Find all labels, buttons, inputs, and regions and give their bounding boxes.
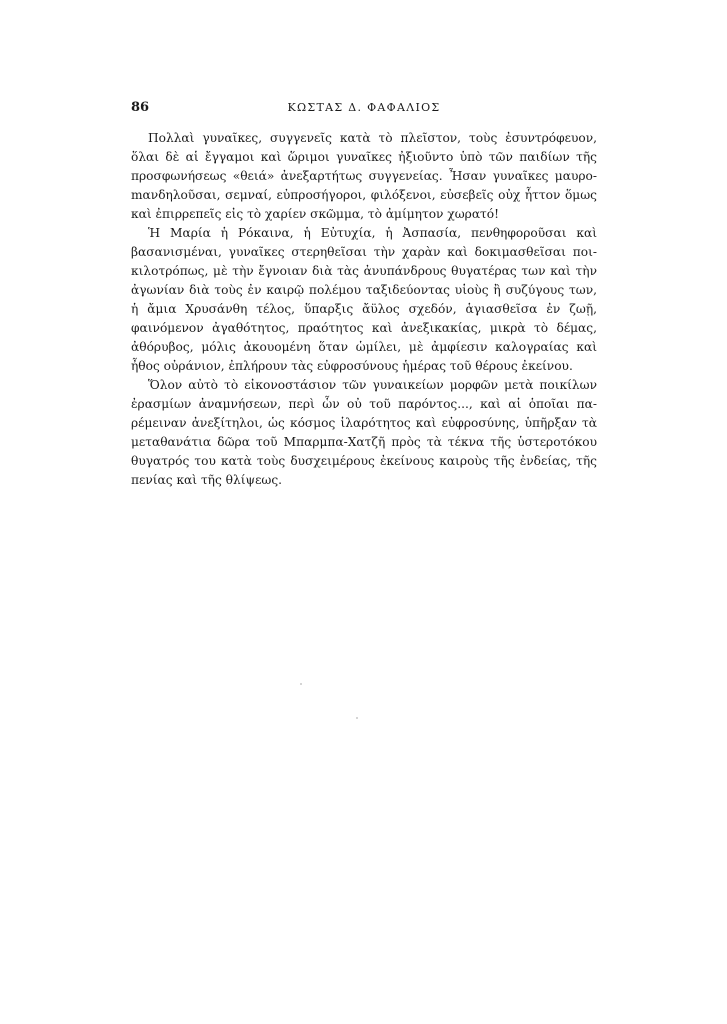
running-head: ΚΩΣΤΑΣ Δ. ΦΑΦΑΛΙΟΣ bbox=[287, 101, 441, 114]
paragraph-2: Ἡ Μαρία ἡ Ρόκαινα, ἡ Εὐτυχία, ἡ Ἀσπασία, πενθηφοροῦσαι καὶ βασανισμέναι, γυναῖκες στερηθεῖσαι τὴν χαρὰν καὶ δοκιμασθεῖσαι ποικιλοτρόπως, μὲ τὴν ἔγνοιαν διὰ τὰς ἀνυπάνδρους θυγατέρας των καὶ τὴν ἀγωνίαν διὰ τοὺς ἐν καιρῷ πολέμου ταξιδεύοντας υἱοὺς ἢ συζύγους των, ἡ ἄμια Χρυσάνθη τέλος, ὕπαρξις ἄϋλος σχεδόν, ἁγιασθεῖσα ἐν ζωῇ, φαινόμενον ἀγαθότητος, πραότητος καὶ ἀνεξικακίας, μικρὰ τὸ δέμας, ἀθόρυβος, μόλις ἀκουομένη ὅταν ὡμίλει, μὲ ἀμφίεσιν καλογραίας καὶ ἦθος οὐράνιον, ἐπλήρουν τὰς εὐφροσύνους ἡμέρας τοῦ θέρους ἐκείνου. bbox=[131, 226, 597, 373]
paper-speck bbox=[356, 717, 358, 719]
paragraph-1: Πολλαὶ γυναῖκες, συγγενεῖς κατὰ τὸ πλεῖστον, τοὺς ἐσυντρόφευον, ὅλαι δὲ αἱ ἔγγαμοι καὶ ὥριμοι γυναῖκες ἠξιοῦντο ὑπὸ τῶν παιδίων τῆς προσφωνήσεως «θειά» ἀνεξαρτήτως συγγενείας. Ἦσαν γυναῖκες μαυροmανδηλοῦσαι, σεμναί, εὐπροσήγοροι, φιλόξενοι, εὐσεβεῖς οὐχ ἧττον ὅμως καὶ ἐπιρρεπεῖς εἰς τὸ χαρίεν σκῶμμα, τὸ ἀμίμητον χωρατό! bbox=[131, 131, 597, 221]
paper-speck bbox=[300, 683, 302, 685]
page-number: 86 bbox=[131, 100, 150, 115]
page-header bbox=[131, 100, 597, 120]
paragraph-3: Ὅλον αὐτὸ τὸ εἰκονοστάσιον τῶν γυναικείων μορφῶν μετὰ ποικίλων ἐρασμίων ἀναμνήσεων, περὶ ὧν οὐ τοῦ παρόντος..., καὶ αἱ ὁποῖαι παρέμειναν ἀνεξίτηλοι, ὡς κόσμος ἱλαρότητος καὶ εὐφροσύνης, ὑπῆρξαν τὰ μεταθανάτια δῶρα τοῦ Μπαρμπα-Χατζῆ πρὸς τὰ τέκνα τῆς ὑστεροτόκου θυγατρός του κατὰ τοὺς δυσχειμέρους ἐκείνους καιροὺς τῆς ἐνδείας, τῆς πενίας καὶ τῆς θλίψεως. bbox=[131, 378, 597, 487]
body-text bbox=[131, 129, 597, 490]
